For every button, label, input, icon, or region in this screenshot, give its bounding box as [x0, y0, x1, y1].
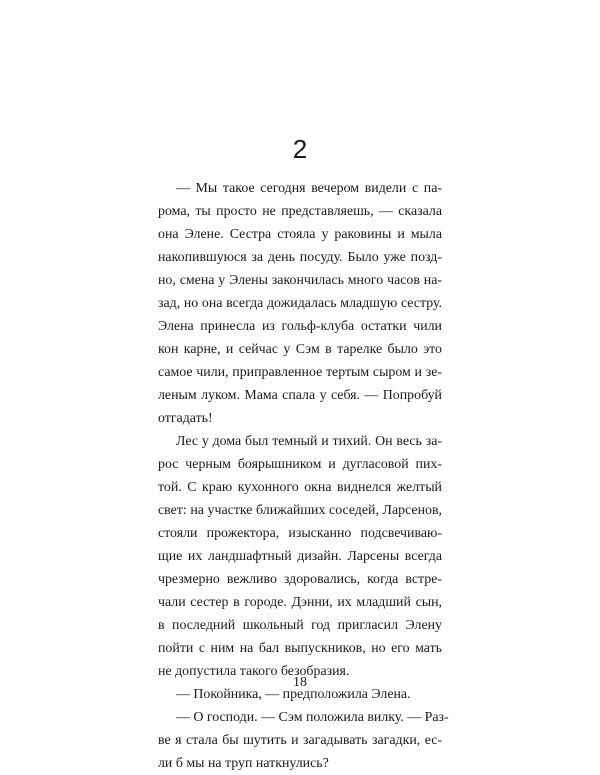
text-line: не допустила такого безобразия. [158, 664, 350, 679]
text-line: в последний школьный год пригласил Элену [158, 618, 442, 633]
page-number: 18 [293, 675, 307, 690]
text-line: зад, но она всегда дожидалась младшую сестру. [158, 296, 442, 311]
text-line: ве я стала бы шутить и загадывать загадки, ес- [158, 733, 442, 748]
text-line: Элена принесла из гольф-клуба остатки чили [158, 319, 442, 334]
text-line: накопившуюся за день посуду. Было уже позд- [158, 250, 442, 265]
text-line: рома, ты просто не представляешь, — сказала [158, 204, 442, 219]
text-line: рос черным боярышником и дугласовой пих- [158, 457, 442, 472]
text-line: она Элене. Сестра стояла у раковины и мыла [158, 227, 442, 242]
text-line: — О господи. — Сэм положила вилку. — Раз- [176, 710, 449, 725]
text-line: отгадать! [158, 411, 213, 426]
text-line: той. С краю кухонного окна виднелся желтый [158, 480, 442, 495]
text-line: чрезмерно вежливо здоровались, когда встре- [158, 572, 442, 587]
text-line: свет: на участке ближайших соседей, Ларсенов, [158, 503, 442, 518]
text-line: пойти с ним на бал выпускников, но его мать [158, 641, 442, 656]
text-line: — Мы такое сегодня вечером видели с па- [176, 181, 442, 196]
text-line: стояли прожектора, изысканно подсвечиваю- [158, 526, 442, 541]
text-line: ли б мы на труп наткнулись? [158, 756, 329, 771]
text-line: но, смена у Элены закончилась много часов на- [158, 273, 442, 288]
text-line: самое чили, приправленное тертым сыром и зе- [158, 365, 442, 380]
chapter-number: 2 [292, 134, 308, 164]
text-line: леным луком. Мама спала у себя. — Попробуй [158, 388, 442, 403]
text-line: Лес у дома был темный и тихий. Он весь за- [176, 434, 442, 449]
text-line: щие их ландшафтный дизайн. Ларсены всегда [158, 549, 442, 564]
text-line: кон карне, и сейчас у Сэм в тарелке было это [158, 342, 442, 357]
text-line: — Покойника, — предположила Элена. [176, 687, 411, 702]
text-line: чали сестер в городе. Дэнни, их младший сын, [158, 595, 442, 610]
